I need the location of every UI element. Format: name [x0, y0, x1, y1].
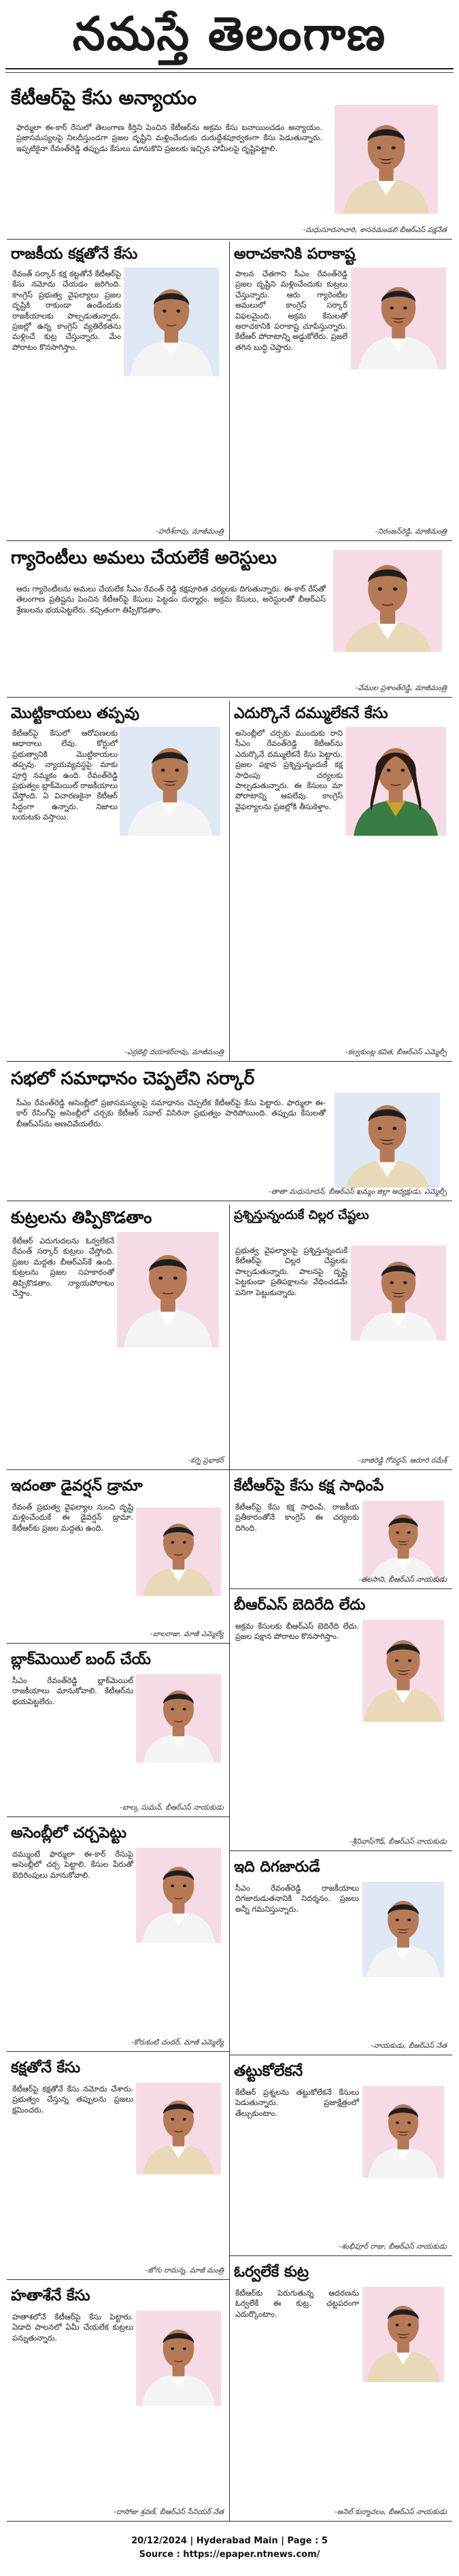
article-body: సీఎం రేవంత్‌రెడ్డి రాజకీయాలు దిగజారుడుతనానికి నిదర్శనం. ప్రజలు అన్నీ గమనిస్తున్నారు.	[235, 1884, 359, 1914]
article-portrait-photo	[136, 2311, 221, 2406]
article-portrait-photo	[136, 1507, 221, 1596]
masthead-rule-thin	[5, 72, 454, 73]
article-body: ఫార్ములా ఈ-కార్ రేసులో తెలంగాణ కీర్తిని పెంచిన కేటీఆర్‌ను అక్రమ కేసు బనాయించడం అన్యాయం. ప్రజాసమస్యలపై నిలదీస్తుండగా ప్రజల దృష్టిని మళ్లించేందుకు దురుద్దేశపూర్వకంగా కేసు పెడుతున్నారు. ఇప్పటికైనా రేవంత్‌రెడ్డి తప్పుడు కేసులు మానుకొని ప్రజలకు ఇచ్చిన హామీలపై దృష్టిపెట్టాలి.	[16, 123, 322, 153]
article-19	[230, 2260, 452, 2522]
article-headline: అరాచకానికి పరాకాష్ట	[234, 246, 356, 263]
article-portrait-photo	[351, 1245, 446, 1341]
article-body: ఆరు గ్యారెంటీలను అమలు చేయలేక సీఎం రేవంత్ రెడ్డి కక్షపూరిత చర్యలకు దిగుతున్నారు. ఈ-కార్ రేస్‌తో తెలంగాణ ప్రతిష్టను పెంచిన కేటీఆర్‌పై కేసులు పెట్టడం దుర్మార్గం. అక్రమ కేసులు, అరెస్టులతో బీఆర్‌ఎస్ శ్రేణులను భయపెట్టలేరు. కచ్చితంగా తిప్పికొడతాం.	[16, 585, 326, 615]
article-byline: -నాయకుడు, బీఆర్‌ఎస్ నేత	[371, 2042, 447, 2050]
article-11	[230, 1473, 452, 1589]
article-portrait-photo	[362, 1882, 444, 1977]
article-5	[7, 701, 229, 1062]
article-byline: -తలసాని, బీఆర్‌ఎస్ నాయకుడు	[358, 1576, 447, 1584]
article-portrait-photo	[335, 1092, 440, 1188]
masthead	[0, 0, 459, 80]
article-body: సీఎం రేవంత్‌రెడ్డి అసెంబ్లీలో ప్రజాసమస్యలపై సమాధానం చెప్పలేక కేటీఆర్‌పై కేసు పెట్టారు. ఫార్ములా ఈ-కార్ రేసింగ్‌పై అసెంబ్లీలో చర్చకు కేటీఆర్ సవాల్ విసిరినా ప్రభుత్వం పారిపోయింది. తప్పుడు కేసులతో బీఆర్‌ఎస్‌ను అణచివేయలేరు.	[16, 1098, 326, 1128]
article-9	[230, 1205, 452, 1470]
article-byline: -బాలరాజు, మాజీ ఎమ్మెల్యే	[150, 1630, 224, 1638]
masthead-rule	[5, 68, 454, 69]
article-portrait-photo	[120, 727, 220, 836]
article-6	[230, 701, 452, 1062]
article-body: ప్రభుత్వ వైఫల్యాలపై ప్రశ్నిస్తున్నందుకే కేటీఆర్‌పై చిల్లర చేష్టలకు పాల్పడుతున్నారు. పాలనపై దృష్టి పెట్టకుండా ప్రతిపక్షాలను వేధించడమే పనిగా పెట్టుకున్నారు.	[235, 1246, 347, 1297]
article-portrait-photo	[345, 727, 446, 836]
article-headline: బీఆర్‌ఎస్ బెదిరేది లేదు	[234, 1597, 366, 1614]
article-body: పాలన చేతగాని సీఎం రేవంత్‌రెడ్డి ప్రజల దృష్టిని మళ్లించేందుకు కుట్రలు చేస్తున్నారు. ఆరు గ్యారెంటీల అమలులో కాంగ్రెస్ సర్కార్ విఫలమైంది. అక్రమ కేసులతో అరాచకానికి పరాకాష్ట చూపిస్తున్నారు. కేటీఆర్ పోరాటాన్ని అడ్డుకోలేరు. ప్రజలే తగిన బుద్ధి చెప్తారు.	[235, 270, 347, 352]
article-body: రేవంత్ సర్కార్ కక్ష కట్టతోనే కేటీఆర్‌పై కేసు నమోదు చేయడం జరిగింది. కాంగ్రెస్ ప్రభుత్వ వైఫల్యాలు ప్రజల దృష్టికి రాకుండా ఉండేందుకు రాజకీయాలకు పాల్పడుతున్నారు. ప్రజల్లో ఉన్న కాంగ్రెస్ వ్యతిరేకతను మళ్లించే కుట్ర చేస్తున్నారు. మేం పోరాటం కొనసాగిస్తాం.	[12, 270, 121, 352]
article-14	[7, 1821, 229, 2052]
footer-source: Source : https://epaper.ntnews.com/	[139, 2549, 320, 2560]
article-body: కేటీఆర్ ఎదుగుదలను ఓర్వలేకనే రేవంత్ సర్కార్ కుట్రలు చేస్తోంది. ప్రజల మద్దతు బీఆర్‌ఎస్‌కే ఉంది. కుట్రలను ప్రజల సహకారంతో తిప్పికొడతాం. న్యాయపోరాటం చేస్తాం.	[12, 1237, 114, 1299]
article-byline: -జోగు రామన్న, మాజీ మంత్రి	[145, 2266, 224, 2275]
article-15	[230, 1855, 452, 2055]
article-byline: -అనిల్ కుర్మాచలం, బీఆర్‌ఎస్ నాయకుడు	[334, 2508, 447, 2516]
article-byline: -బాజిరెడ్డి గోవర్ధన్, ఆరూరి రమేశ్	[358, 1456, 447, 1465]
article-2	[7, 242, 229, 541]
article-8	[7, 1205, 229, 1470]
article-portrait-photo	[136, 1674, 221, 1763]
article-headline: మొట్టికాయలు తప్పవు	[11, 705, 139, 722]
article-byline: -నిరంజన్‌రెడ్డి, మాజీమంత్రి	[375, 527, 447, 536]
article-13	[230, 1593, 452, 1851]
article-headline: గ్యారెంటీలు అమలు చేయలేకే అరెస్టులు	[11, 548, 277, 568]
article-headline: తట్టుకోలేకనే	[234, 2063, 303, 2080]
article-1	[7, 83, 452, 240]
article-portrait-photo	[362, 2287, 444, 2382]
article-headline: ఇది దిగజారుడే	[234, 1859, 320, 1876]
article-body: సీఎం రేవంత్‌రెడ్డి బ్లాక్‌మెయిల్ రాజకీయాలు మానుకోవాలి. కేటీఆర్‌ను భయపెట్టలేరు.	[12, 1676, 133, 1706]
article-portrait-photo	[136, 2083, 221, 2174]
article-headline: కేటీఆర్‌పై కేసు కక్ష సాధింపే	[234, 1478, 384, 1495]
article-portrait-photo	[117, 1232, 219, 1348]
article-headline: ఎదుర్కొనే దమ్ములేకనే కేసు	[234, 705, 388, 722]
article-headline: కేటీఆర్‌పై కేసు అన్యాయం	[11, 86, 197, 109]
article-headline: కుట్రలను తిప్పికొడతాం	[11, 1208, 152, 1227]
column-divider	[229, 701, 230, 1062]
article-7	[7, 1065, 452, 1201]
article-byline: -దాసోజు శ్రవణ్, బీఆర్‌ఎస్ సీనియర్ నేత	[114, 2508, 224, 2516]
article-byline: -హరీశ్‌రావు, మాజీమంత్రి	[155, 527, 224, 536]
article-byline: -కర్నె ప్రభాకర్	[188, 1456, 224, 1465]
article-17	[230, 2059, 452, 2256]
article-12	[7, 1647, 229, 1817]
article-body: కేటీఆర్‌పై కేసు కక్ష సాధింపే. రాజకీయ ప్రతీకారంతోనే కాంగ్రెస్ ఈ చర్యలకు దిగింది.	[235, 1503, 359, 1533]
article-portrait-photo	[333, 550, 442, 652]
article-body: దమ్ముంటే ఫార్ములా ఈ-కార్ రేసుపై అసెంబ్లీలో చర్చ పెట్టాలి. కేసుల పేరుతో బెదిరింపులు మానుకోవాలి.	[12, 1850, 133, 1880]
article-byline: -శ్రీనివాస్‌గౌడ్, బీఆర్‌ఎస్ నాయకుడు	[349, 1838, 447, 1846]
article-headline: అసెంబ్లీలో చర్చపెట్టు	[11, 1825, 126, 1842]
article-16	[7, 2055, 229, 2280]
article-10	[7, 1473, 229, 1644]
article-3	[230, 242, 452, 541]
article-byline: -బాల్క సుమన్, బీఆర్‌ఎస్ నాయకుడు	[120, 1804, 224, 1812]
page-footer	[0, 2526, 459, 2576]
article-byline: -మధుసూదనాచారి, శాసనమండలి బీఆర్‌ఎస్ పక్షనేత	[303, 226, 447, 234]
article-body: అసెంబ్లీలో చర్చకు ముందుకు రాని సీఎం రేవంత్‌రెడ్డి కేటీఆర్‌ను ఎదుర్కొనే దమ్ములేకనే కేసు పెట్టారు. ప్రజల పక్షాన ప్రశ్నిస్తున్నందుకే కక్ష సాధింపు చర్యలకు పాల్పడుతున్నారు. ఈ కేసులు మా పోరాటాన్ని ఆపలేవు. కాంగ్రెస్ వైఫల్యాలను ప్రజల్లోకి తీసుకెళ్తాం.	[235, 729, 343, 811]
article-headline: హతాశేనే కేసు	[11, 2287, 90, 2304]
article-body: రేవంత్ ప్రభుత్వ వైఫల్యాల నుంచి దృష్టి మళ్లించేందుకే ఈ డైవర్షన్ డ్రామా. కేటీఆర్‌కు ప్రజల మద్దతు ఉంది.	[12, 1503, 133, 1533]
article-portrait-photo	[351, 267, 446, 370]
article-portrait-photo	[124, 267, 219, 376]
article-body: కేటీఆర్‌పై కక్షతోనే కేసు నమోదు చేశారు. ప్రభుత్వం చేస్తున్న తప్పులను ప్రజలు క్షమించరు.	[12, 2085, 133, 2115]
article-byline: -ఎర్రబెల్లి దయాకర్‌రావు, మాజీమంత్రి	[124, 1048, 224, 1056]
article-body: హతాశలోనే కేటీఆర్‌పై కేసు పెట్టారు. ఏడాది పాలనలో ఏమీ చేయలేక కుట్రలు పన్నుతున్నారు.	[12, 2313, 133, 2343]
column-divider	[229, 242, 230, 541]
article-headline: సభలో సమాధానం చెప్పలేని సర్కార్	[11, 1069, 255, 1089]
article-portrait-photo	[335, 105, 438, 214]
article-portrait-photo	[362, 1620, 444, 1722]
article-portrait-photo	[362, 1501, 444, 1582]
article-headline: ప్రశ్నిస్తున్నందుకే చిల్లర చేష్టలు	[234, 1208, 369, 1222]
article-18	[7, 2283, 229, 2522]
footer-date-edition: 20/12/2024 | Hyderabad Main | Page : 5	[131, 2536, 328, 2546]
article-body: కేటీఆర్‌పై కేసులో ఆరోపణలకు ఆధారాలు లేవు. కోర్టులో ప్రభుత్వానికి మొట్టికాయలు తప్పవు. న్యాయవ్యవస్థపై మాకు పూర్తి నమ్మకం ఉంది. రేవంత్‌రెడ్డి ప్రభుత్వం బ్లాక్‌మెయిల్ రాజకీయాలు చేస్తోంది. ఏ విచారణకైనా కేటీఆర్ సిద్ధంగా ఉన్నారు. నిజాలు బయటకు వస్తాయి.	[12, 729, 118, 822]
article-portrait-photo	[362, 2086, 444, 2178]
article-body: కేటీఆర్‌కు పెరుగుతున్న ఆదరణను ఓర్వలేకే ఈ కుట్ర. చట్టపరంగా ఎదుర్కొంటాం.	[235, 2289, 359, 2319]
article-byline: -వేముల ప్రశాంత్‌రెడ్డి, మాజీమంత్రి	[355, 684, 447, 692]
article-headline: బ్లాక్‌మెయిల్ బంద్ చేయ్	[11, 1651, 151, 1668]
article-byline: -తాతా మధుసూదన్, బీఆర్‌ఎస్ ఖమ్మం జిల్లా అధ్యక్షుడు, ఎమ్మెల్సీ	[269, 1188, 447, 1196]
article-headline: కక్షతోనే కేసు	[11, 2059, 81, 2076]
newspaper-title: నమస్తే తెలంగాణ	[72, 7, 387, 61]
article-body: అక్రమ కేసులకు బీఆర్‌ఎస్ బెదిరేది లేదు. ప్రజల పక్షాన పోరాటం కొనసాగిస్తాం.	[235, 1622, 359, 1642]
article-headline: ఓర్వలేకే కుట్ర	[234, 2264, 309, 2281]
article-headline: రాజకీయ కక్షతోనే కేసు	[11, 246, 138, 263]
article-byline: -శంభీపూర్ రాజు, బీఆర్‌ఎస్ నాయకుడు	[339, 2243, 447, 2251]
article-body: కేటీఆర్ ప్రశ్నలను తట్టుకోలేకనే కేసులు పెడుతున్నారు. ప్రజాక్షేత్రంలో తేల్చుకుంటాం.	[235, 2088, 359, 2118]
article-portrait-photo	[136, 1848, 221, 1943]
article-byline: -కోరుకంటి చందర్, మాజీ ఎమ్మెల్యే	[131, 2038, 224, 2047]
article-4	[7, 544, 452, 698]
article-headline: ఇదంతా డైవర్షన్ డ్రామా	[11, 1478, 143, 1495]
article-byline: -కల్వకుంట్ల కవిత, బీఆర్‌ఎస్ ఎమ్మెల్సీ	[345, 1048, 447, 1056]
column-divider	[229, 1205, 230, 2522]
